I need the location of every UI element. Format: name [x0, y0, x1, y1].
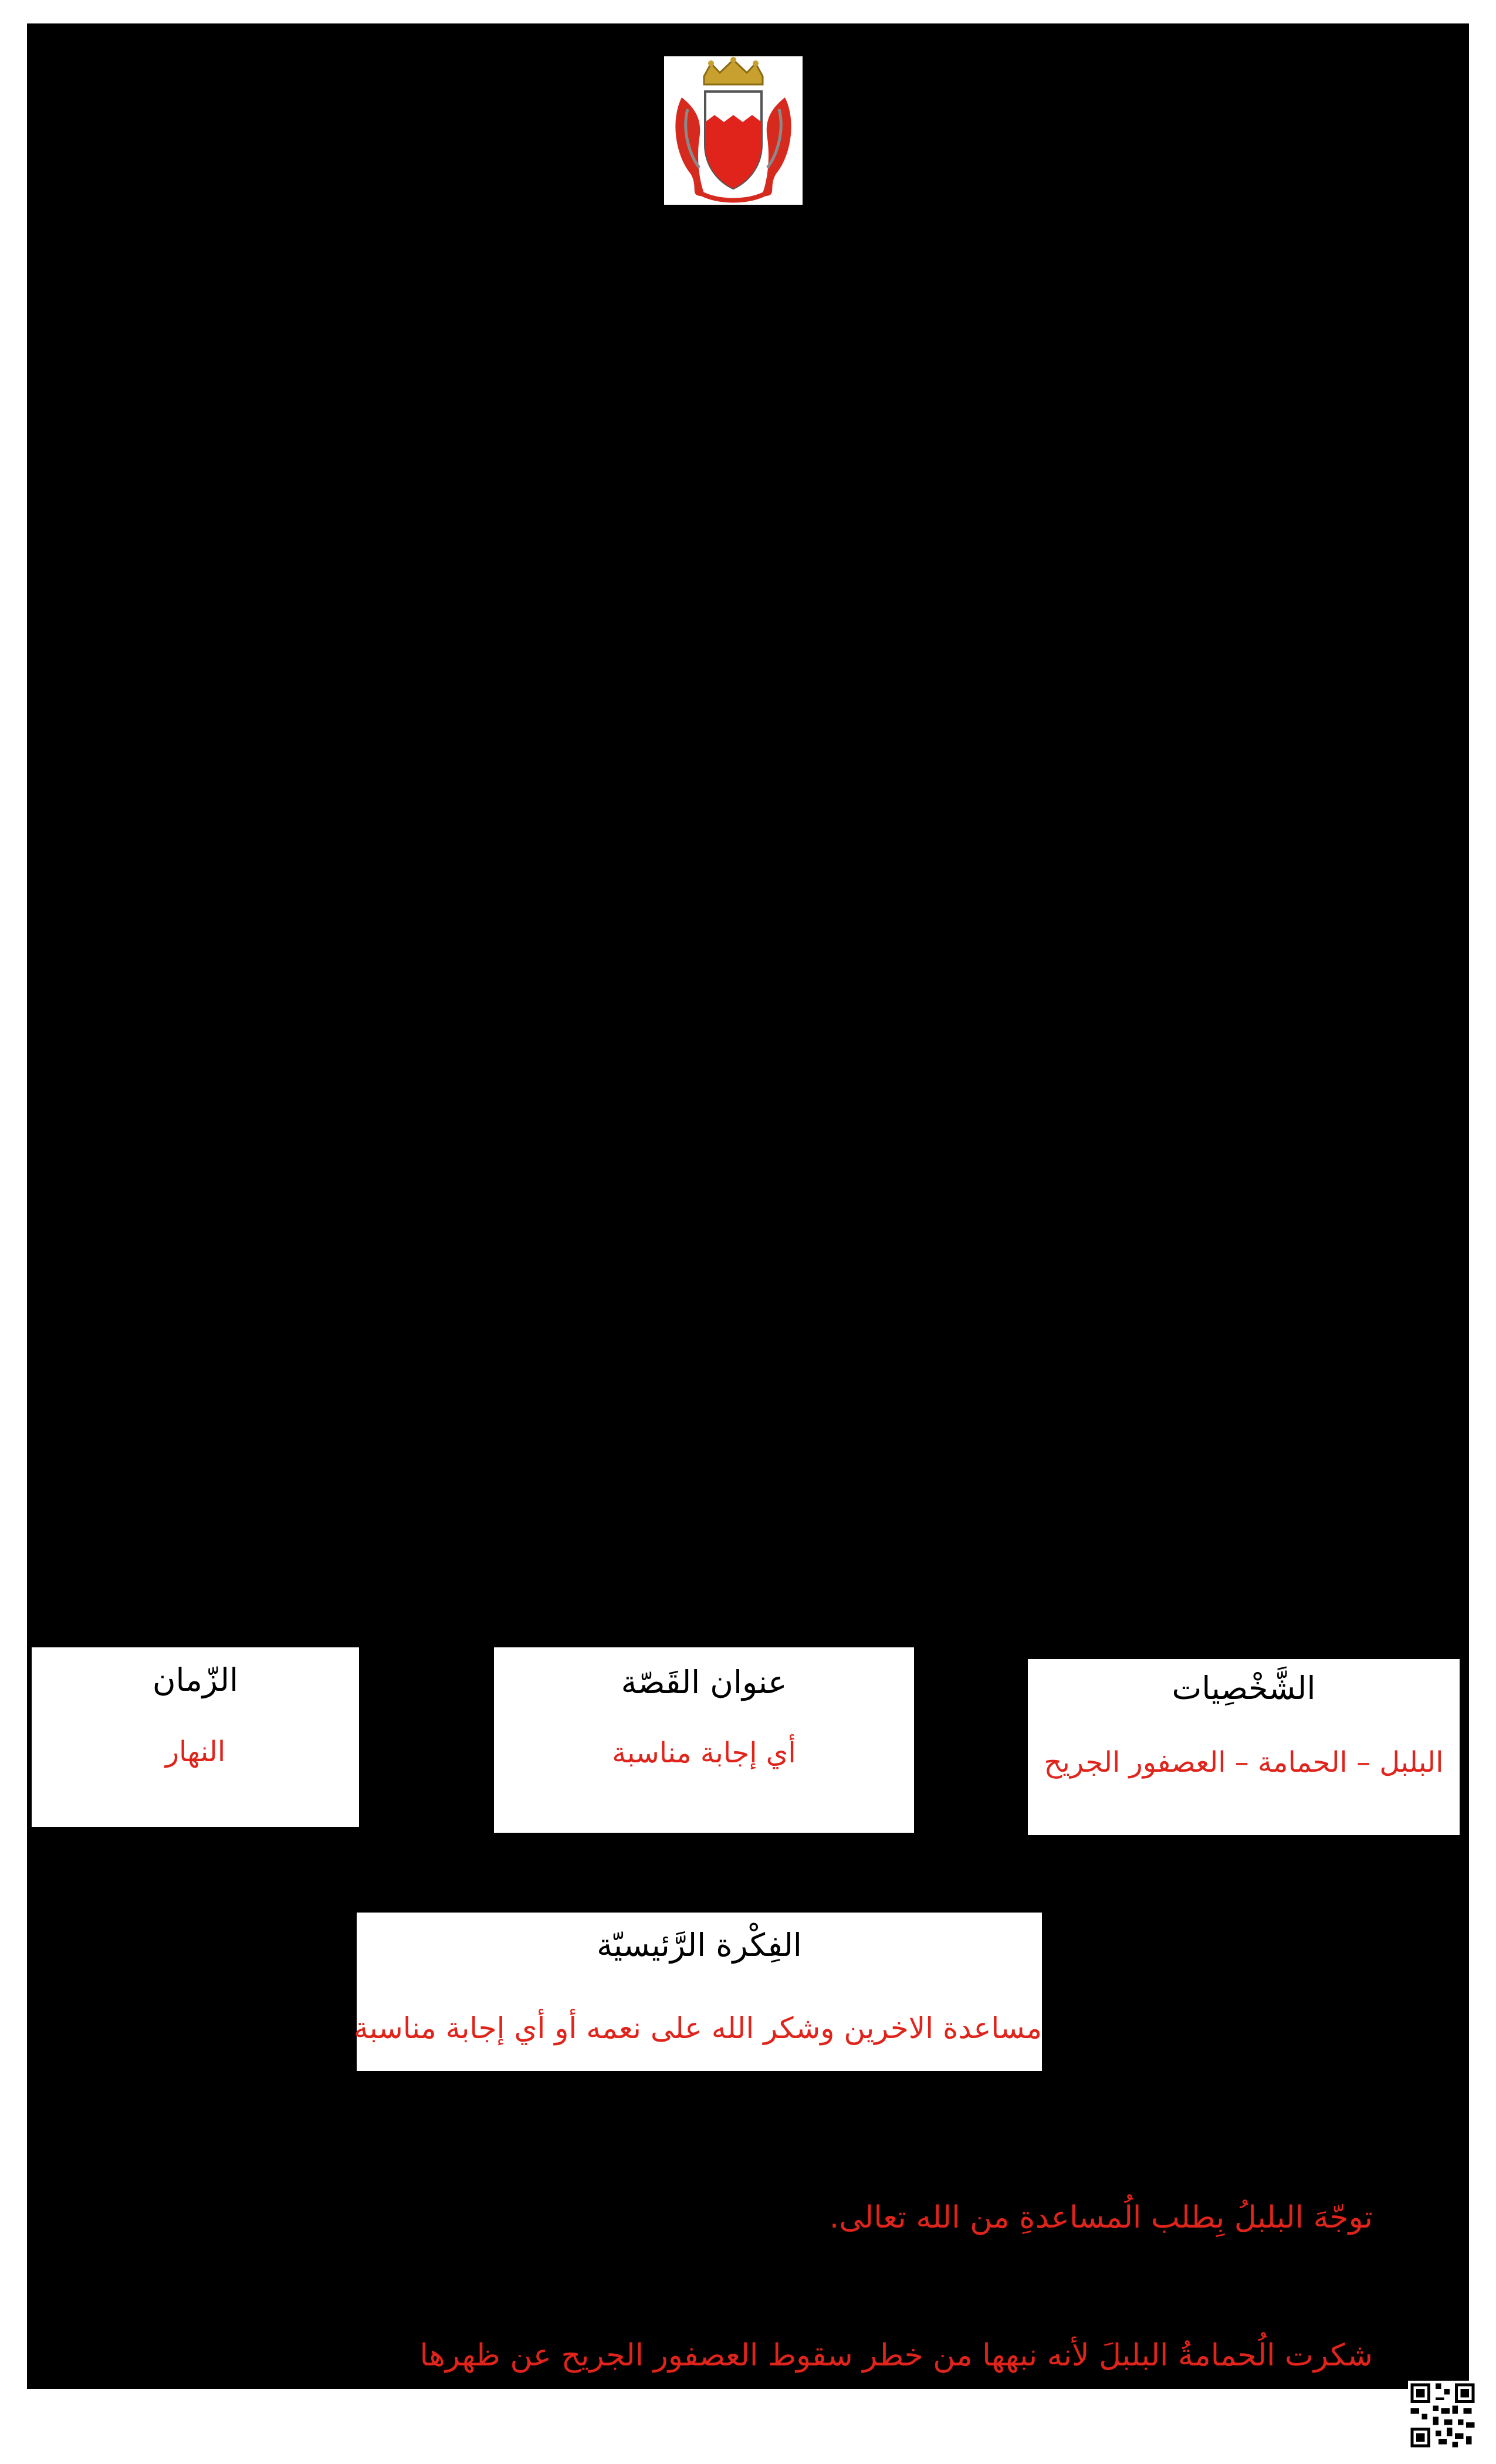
story-title-box — [494, 1647, 914, 1833]
answer-sentence-2: شكرت الُحمامةُ البلبلَ لأنه نبهها من خطر سقوط العصفور الجريح عن ظهرها — [419, 2338, 1373, 2373]
qr-code-icon — [1408, 2381, 1477, 2450]
story-main-idea-box — [353, 1913, 1042, 2071]
story-characters-box — [1028, 1659, 1460, 1835]
time-answer: النهار — [165, 1735, 226, 1768]
title-heading: عنوان القَصّة — [621, 1664, 787, 1701]
main-idea-answer: مساعدة الاخرين وشكر الله على نعمه أو أي إجابة مناسبة — [353, 2011, 1042, 2045]
characters-answer: البلبل – الحمامة – العصفور الجريح — [1044, 1746, 1444, 1779]
story-time-box — [32, 1647, 359, 1827]
time-heading: الزّمان — [152, 1661, 239, 1698]
main-idea-heading: الفِكْرة الرَّئيسيّة — [597, 1927, 802, 1964]
characters-heading: الشَّخْصِيات — [1172, 1670, 1316, 1707]
answer-sentence-1: توجّهَ البلبلُ بِطلب الُمساعدةِ من الله تعالى. — [829, 2200, 1373, 2235]
bahrain-coat-of-arms-icon — [664, 56, 803, 205]
title-answer: أي إجابة مناسبة — [612, 1737, 796, 1769]
